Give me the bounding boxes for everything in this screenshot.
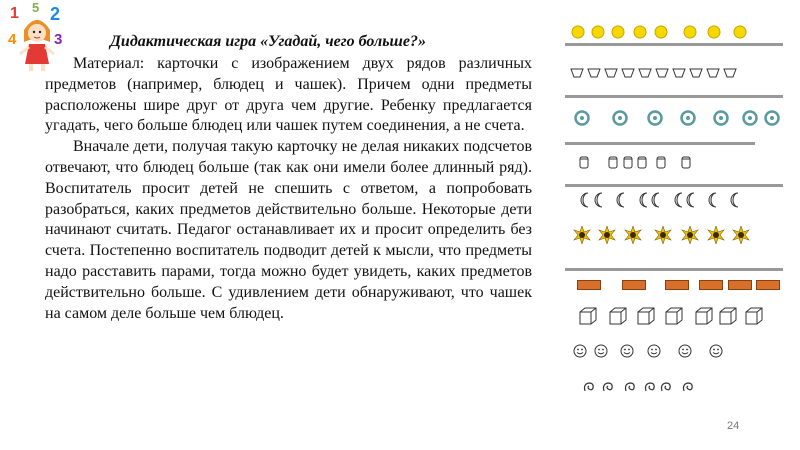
- card-separator: [565, 43, 783, 46]
- sun-dot-icon: [571, 25, 585, 39]
- body-text: [45, 54, 532, 324]
- sun-dot-icon: [683, 25, 697, 39]
- cup-icon: [656, 155, 666, 169]
- brick-icon: [665, 280, 689, 290]
- card-separator: [565, 268, 783, 271]
- sun-dot-icon: [591, 25, 605, 39]
- digit-1: 1: [10, 5, 19, 22]
- slide-title: Дидактическая игра «Угадай, чего больше?»: [110, 33, 426, 50]
- bowl-icon: [570, 68, 584, 78]
- digit-4: 4: [8, 31, 17, 48]
- ring-icon: [764, 110, 780, 126]
- cup-icon: [579, 155, 589, 169]
- cube-icon: [694, 306, 714, 326]
- crescent-moon-icon: [637, 192, 649, 208]
- bowl-icon: [621, 68, 635, 78]
- crescent-moon-icon: [672, 192, 684, 208]
- sunflower-icon: [573, 226, 591, 244]
- bowl-icon: [604, 68, 618, 78]
- crescent-moon-icon: [578, 192, 590, 208]
- cube-icon: [578, 306, 598, 326]
- cube-icon: [636, 306, 656, 326]
- bowl-icon: [689, 68, 703, 78]
- cube-icon: [664, 306, 684, 326]
- sunflower-icon: [681, 226, 699, 244]
- brick-icon: [756, 280, 780, 290]
- crescent-moon-icon: [592, 192, 604, 208]
- sun-dot-icon: [633, 25, 647, 39]
- digit-5: 5: [32, 0, 40, 15]
- crescent-moon-icon: [614, 192, 626, 208]
- card-separator: [565, 142, 755, 145]
- flower-swirl-icon: [681, 380, 695, 394]
- card-separator: [565, 95, 783, 98]
- smiley-icon: [620, 344, 634, 358]
- crescent-moon-icon: [649, 192, 661, 208]
- smiley-icon: [678, 344, 692, 358]
- sun-dot-icon: [611, 25, 625, 39]
- ring-icon: [680, 110, 696, 126]
- flower-swirl-icon: [659, 380, 673, 394]
- cup-icon: [681, 155, 691, 169]
- bowl-icon: [638, 68, 652, 78]
- crescent-moon-icon: [728, 192, 740, 208]
- cube-icon: [608, 306, 628, 326]
- digit-2: 2: [50, 4, 61, 24]
- sunflower-icon: [707, 226, 725, 244]
- bowl-icon: [672, 68, 686, 78]
- brick-icon: [699, 280, 723, 290]
- ring-icon: [742, 110, 758, 126]
- brick-icon: [577, 280, 601, 290]
- sun-dot-icon: [654, 25, 668, 39]
- crescent-moon-icon: [684, 192, 696, 208]
- sunflower-icon: [732, 226, 750, 244]
- brick-icon: [622, 280, 646, 290]
- ring-icon: [574, 110, 590, 126]
- cube-icon: [744, 306, 764, 326]
- cup-icon: [608, 155, 618, 169]
- bowl-icon: [655, 68, 669, 78]
- flower-swirl-icon: [643, 380, 657, 394]
- sunflower-icon: [598, 226, 616, 244]
- bowl-icon: [723, 68, 737, 78]
- page-number: 24: [727, 420, 740, 432]
- sun-dot-icon: [733, 25, 747, 39]
- smiley-icon: [594, 344, 608, 358]
- digit-3: 3: [54, 31, 63, 48]
- cube-icon: [718, 306, 738, 326]
- flower-swirl-icon: [623, 380, 637, 394]
- sun-dot-icon: [707, 25, 721, 39]
- sunflower-icon: [654, 226, 672, 244]
- paragraph-material: Материал: карточки с изображением двух рядов различных предметов (например, блюдец и чашек). Причем одни предметы расположены шире друг от друга чем другие. Ребенку предлагается угадать, чего больше блюдец или чашек путем соединения, а не счета.: [45, 55, 532, 135]
- smiley-icon: [709, 344, 723, 358]
- cup-icon: [637, 155, 647, 169]
- crescent-moon-icon: [706, 192, 718, 208]
- cup-icon: [623, 155, 633, 169]
- card-separator: [565, 184, 783, 187]
- flower-swirl-icon: [582, 380, 596, 394]
- bowl-icon: [706, 68, 720, 78]
- ring-icon: [713, 110, 729, 126]
- smiley-icon: [647, 344, 661, 358]
- brick-icon: [728, 280, 752, 290]
- sunflower-icon: [624, 226, 642, 244]
- ring-icon: [612, 110, 628, 126]
- bowl-icon: [587, 68, 601, 78]
- flower-swirl-icon: [601, 380, 615, 394]
- ring-icon: [647, 110, 663, 126]
- smiley-icon: [573, 344, 587, 358]
- paragraph-procedure: Вначале дети, получая такую карточку не делая никаких подсчетов отвечают, что блюдец больше (так как они имели более длинный ряд). Воспитатель просит детей не спешить с ответом, а попробовать разобраться, каких предметов действительно больше. Некоторые дети начинают считать. Педагог останавливает их и просит определить без счета. Постепенно воспитатель подводит детей к мысли, что предметы надо расставить парами, тогда можно будет увидеть, каких предметов действительно больше. С удивлением дети обнаруживают, что чашек на самом деле больше чем блюдец.: [45, 138, 532, 322]
